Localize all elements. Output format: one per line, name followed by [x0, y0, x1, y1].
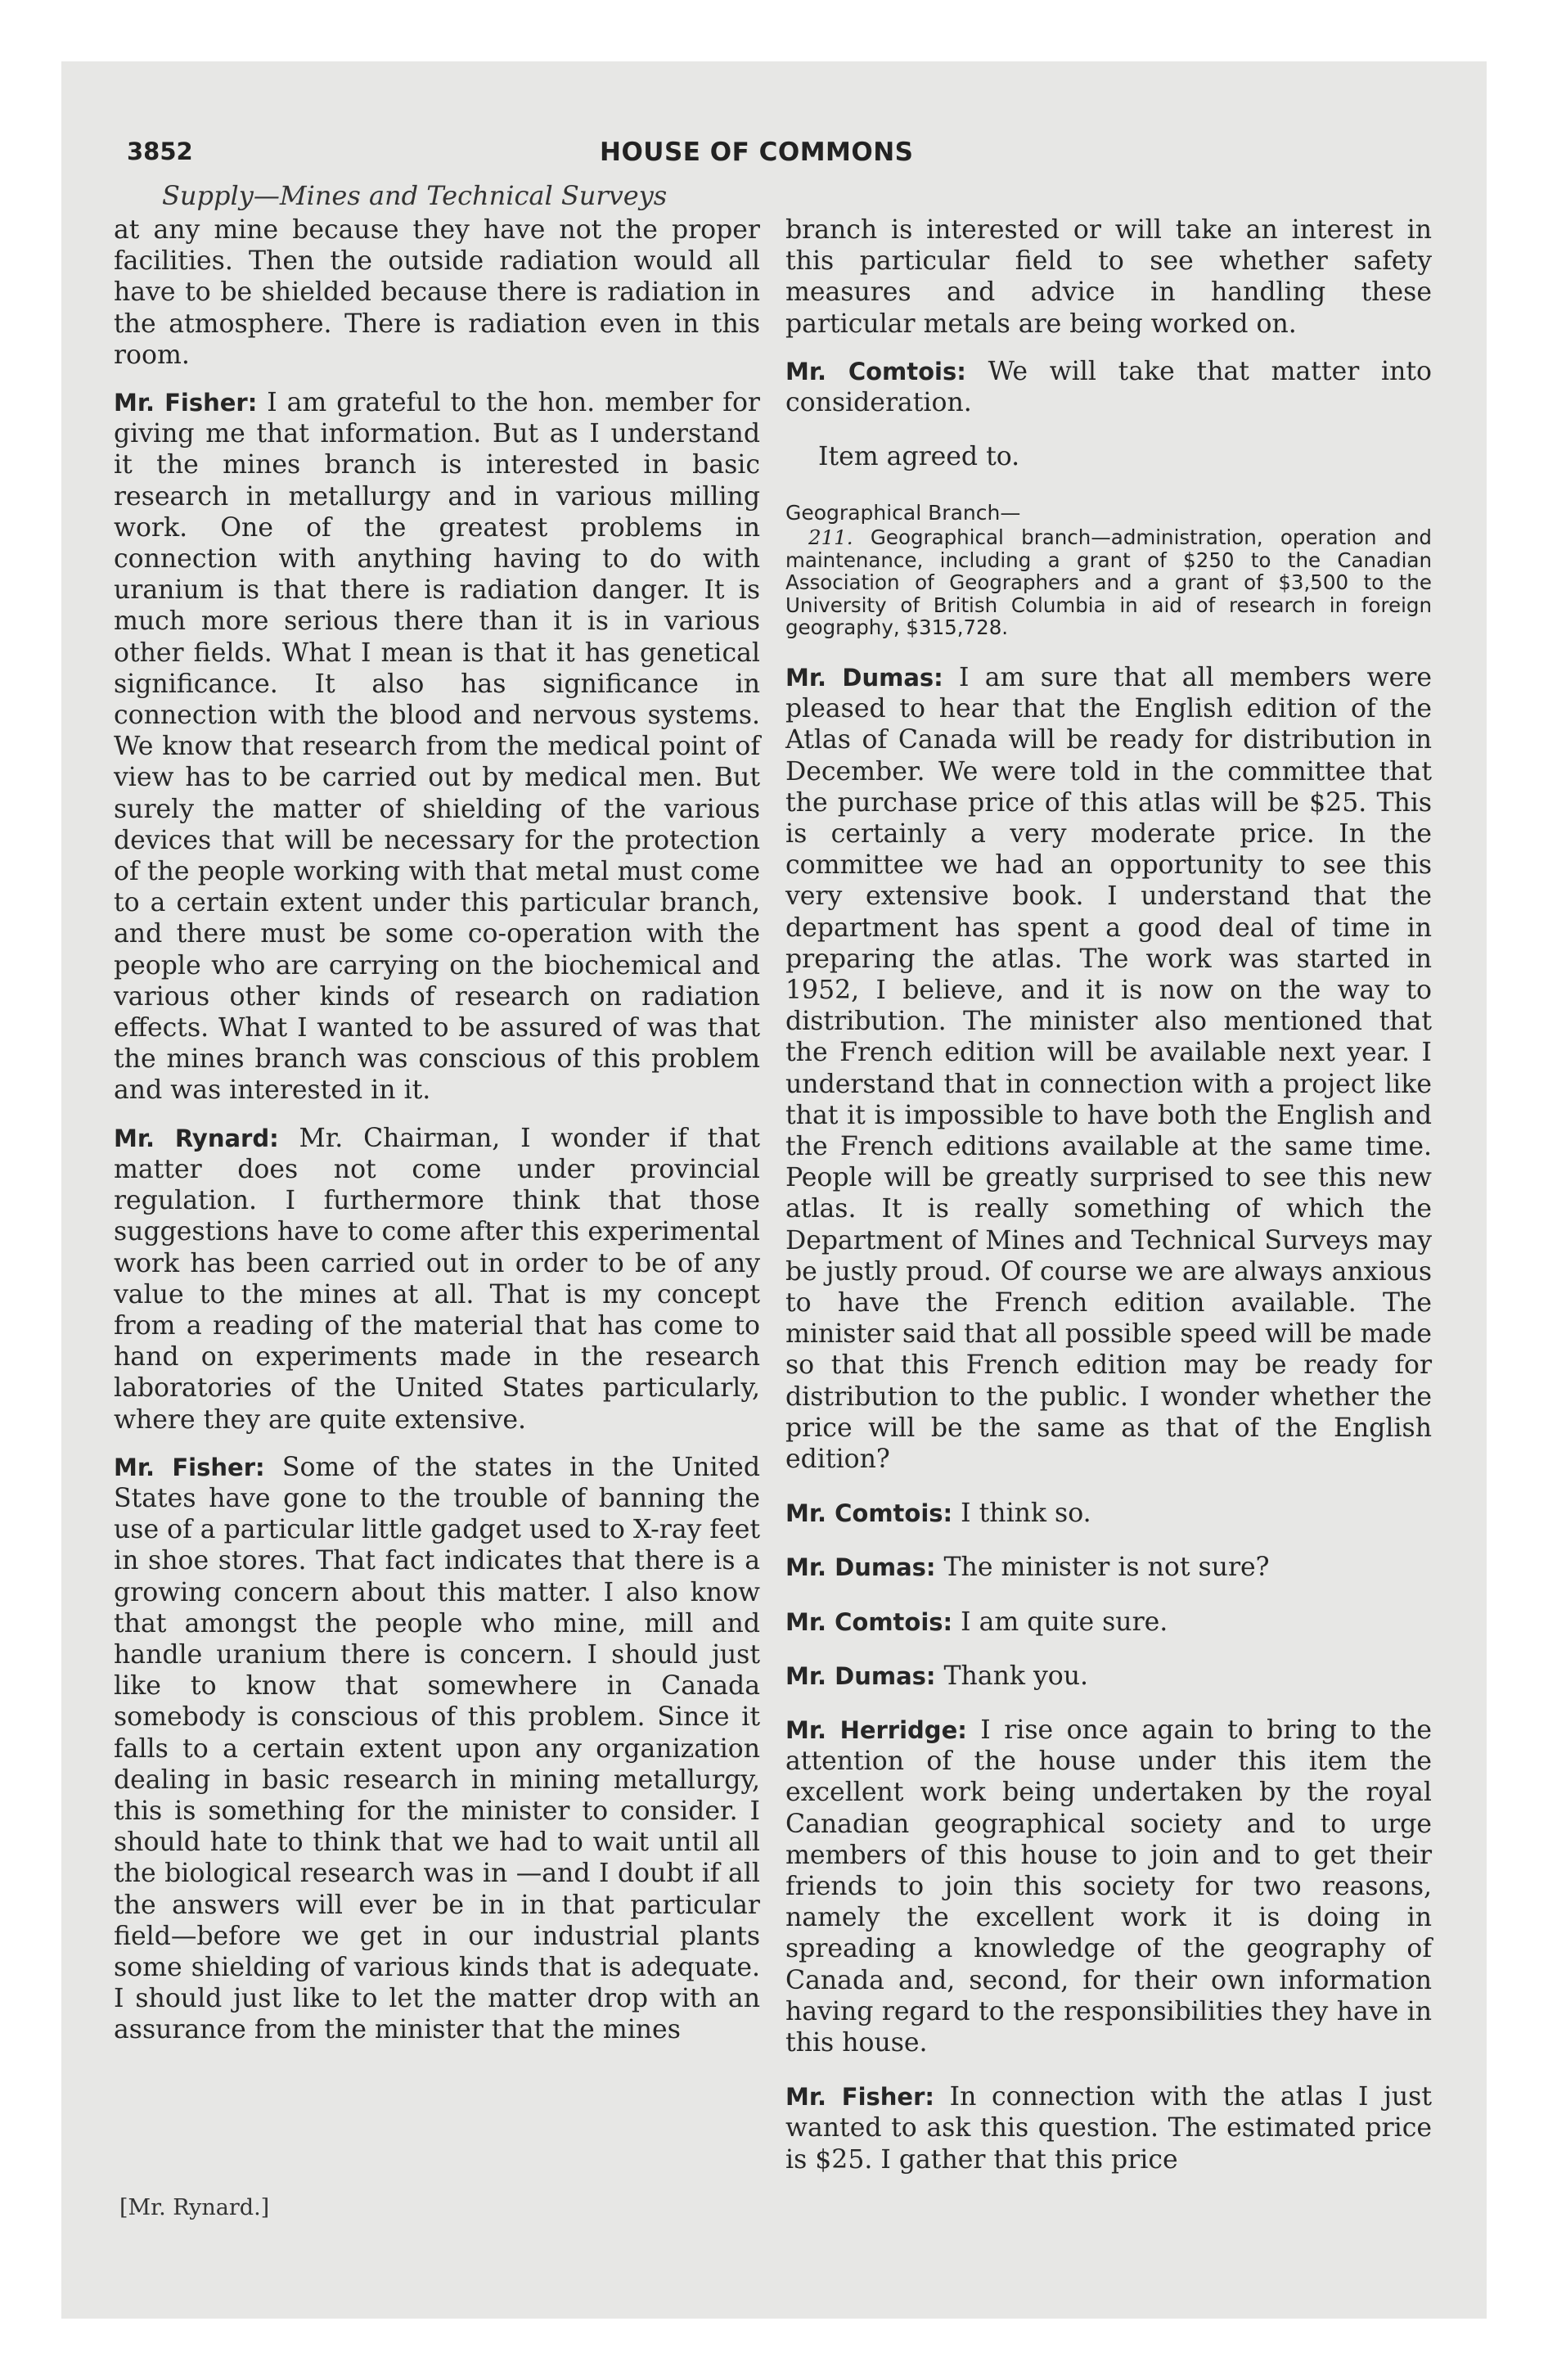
speaker-name: Mr. Dumas: — [785, 663, 943, 692]
paragraph-text: We will take that matter into consideration. — [785, 356, 1432, 418]
paragraph-text: Item agreed to. — [818, 442, 1020, 472]
paragraph-text: Some of the states in the United States have gone to the trouble of banning the use of a particular little gadget used to X-ray feet in shoe stores. That fact indicates that there is a growing concern about this matter. I also know that amongst the people who mine, mill and handle uranium there is concern. I should just like to know that somewhere in Canada somebody is conscious of this problem. Since it falls to a certain extent upon any organization dealing in basic research in mining metallurgy, this is something for the minister to consider. I should hate to think that we had to wait until all the biological research was in —and I doubt if all the answers will ever be in in that particular field—before we get in our industrial plants some shielding of various kinds that is adequate. I should just like to let the matter drop with an assurance from the minister that the mines — [114, 1452, 761, 2045]
paragraph — [114, 214, 760, 371]
speaker-name: Mr. Dumas: — [785, 1553, 936, 1582]
item-agreed — [785, 441, 1432, 472]
speaker-name: Mr. Fisher: — [114, 1453, 265, 1481]
speaker-name: Mr. Comtois: — [785, 357, 966, 385]
paragraph-text: I am quite sure. — [961, 1607, 1168, 1637]
speaker-name: Mr. Fisher: — [114, 389, 258, 417]
page-number: 3852 — [127, 137, 193, 165]
paragraph-text: Mr. Chairman, I wonder if that matter does not come under provincial regulation. I furthermore think that those suggestions have to come after this experimental work has been carried out in order to be of any value to the mines at all. That is my concept from a reading of the material that has come to hand on experiments made in the research laboratories of the United States particularly, where they are quite extensive. — [114, 1123, 760, 1435]
paragraph — [785, 1552, 1432, 1583]
footer-attribution: [Mr. Rynard.] — [119, 2195, 270, 2220]
left-column — [114, 214, 760, 2046]
paragraph-text: I rise once again to bring to the attention of the house under this item the excellent work being undertaken by the royal Canadian geographical society and to urge members of this house to join and to get their friends to join this society for two reasons, namely the excellent work it is doing in spreading a knowledge of the geography of Canada and, second, for their own information having regard to the responsibilities they have in this house. — [785, 1715, 1432, 2058]
page-header — [127, 137, 1436, 178]
speaker-name: Mr. Fisher: — [785, 2083, 934, 2112]
speaker-name: Mr. Dumas: — [785, 1661, 936, 1690]
running-head: HOUSE OF COMMONS — [600, 137, 914, 167]
right-column — [785, 214, 1432, 2175]
paragraph — [785, 2081, 1432, 2175]
paragraph — [785, 356, 1432, 418]
speaker-name: Mr. Comtois: — [785, 1607, 953, 1636]
paragraph-text: I am grateful to the hon. member for giving me that information. But as I understand it the mines branch is interested in basic research in metallurgy and in various milling work. One of the greatest problems in connection with anything having to do with uranium is that there is radiation danger. It is much more serious there than it is in various other fields. What I mean is that it has genetical significance. It also has significance in connection with the blood and nervous systems. We know that research from the medical point of view has to be carried out by medical men. But surely the matter of shielding of the various devices that will be necessary for the protection of the people working with that metal must come to a certain extent under this particular branch, and there must be some co-operation with the people who are carrying on the biochemical and various other kinds of research on radiation effects. What I wanted to be assured of was that the mines branch was conscious of this problem and was interested in it. — [114, 388, 760, 1106]
subheading: Geographical Branch— — [785, 501, 1021, 525]
paragraph-text: In connection with the atlas I just wanted to ask this question. The estimated price is $25. I gather that this price — [785, 2082, 1432, 2175]
vote-text: Geographical branch—administration, operation and maintenance, including a grant of $250 to the Canadian Association of Geographers and a grant of $3,500 to the University of British Columbia in aid of research in foreign geography, $315,728. — [785, 525, 1432, 640]
speaker-name: Mr. Rynard: — [114, 1124, 279, 1152]
paragraph-text: I think so. — [961, 1499, 1091, 1529]
paragraph-text: Thank you. — [943, 1661, 1089, 1691]
paragraph-text: I am sure that all members were pleased to hear that the English edition of the Atlas of Canada will be ready for distribution in December. We were told in the committee that the purchase price of this atlas will be $25. This is certainly a very moderate price. In the committee we had an opportunity to see this very extensive book. I understand that the department has spent a good deal of time in preparing the atlas. The work was started in 1952, I believe, and it is now on the way to distribution. The minister also mentioned that the French edition will be available next year. I understand that in connection with a project like that it is impossible to have both the English and the French editions available at the same time. People will be greatly surprised to see this new atlas. It is really something of which the Department of Mines and Technical Surveys may be justly proud. Of course we are always anxious to have the French edition available. The minister said that all possible speed will be made so that this French edition may be ready for distribution to the public. I wonder whether the price will be the same as that of the English edition? — [785, 662, 1432, 1474]
paragraph — [785, 1715, 1432, 2058]
section-title: Supply—Mines and Technical Surveys — [162, 180, 668, 211]
paragraph — [785, 1498, 1432, 1529]
paragraph — [785, 1661, 1432, 1692]
paragraph — [114, 387, 760, 1107]
paragraph-text: branch is interested or will take an interest in this particular field to see whether safety measures and advice in handling these particular metals are being worked on. — [785, 215, 1432, 339]
paragraph-text: at any mine because they have not the proper facilities. Then the outside radiation would all have to be shielded because there is radiation in the atmosphere. There is radiation even in this room. — [114, 215, 760, 370]
paragraph — [785, 214, 1432, 340]
vote-number: 211. — [808, 525, 853, 550]
speaker-name: Mr. Herridge: — [785, 1716, 967, 1745]
speaker-name: Mr. Comtois: — [785, 1499, 953, 1528]
paragraph — [785, 1607, 1432, 1638]
paragraph — [785, 662, 1432, 1475]
paragraph — [114, 1123, 760, 1436]
paragraph — [114, 1452, 760, 2046]
vote-item — [785, 526, 1432, 639]
paragraph-text: The minister is not sure? — [943, 1553, 1270, 1583]
